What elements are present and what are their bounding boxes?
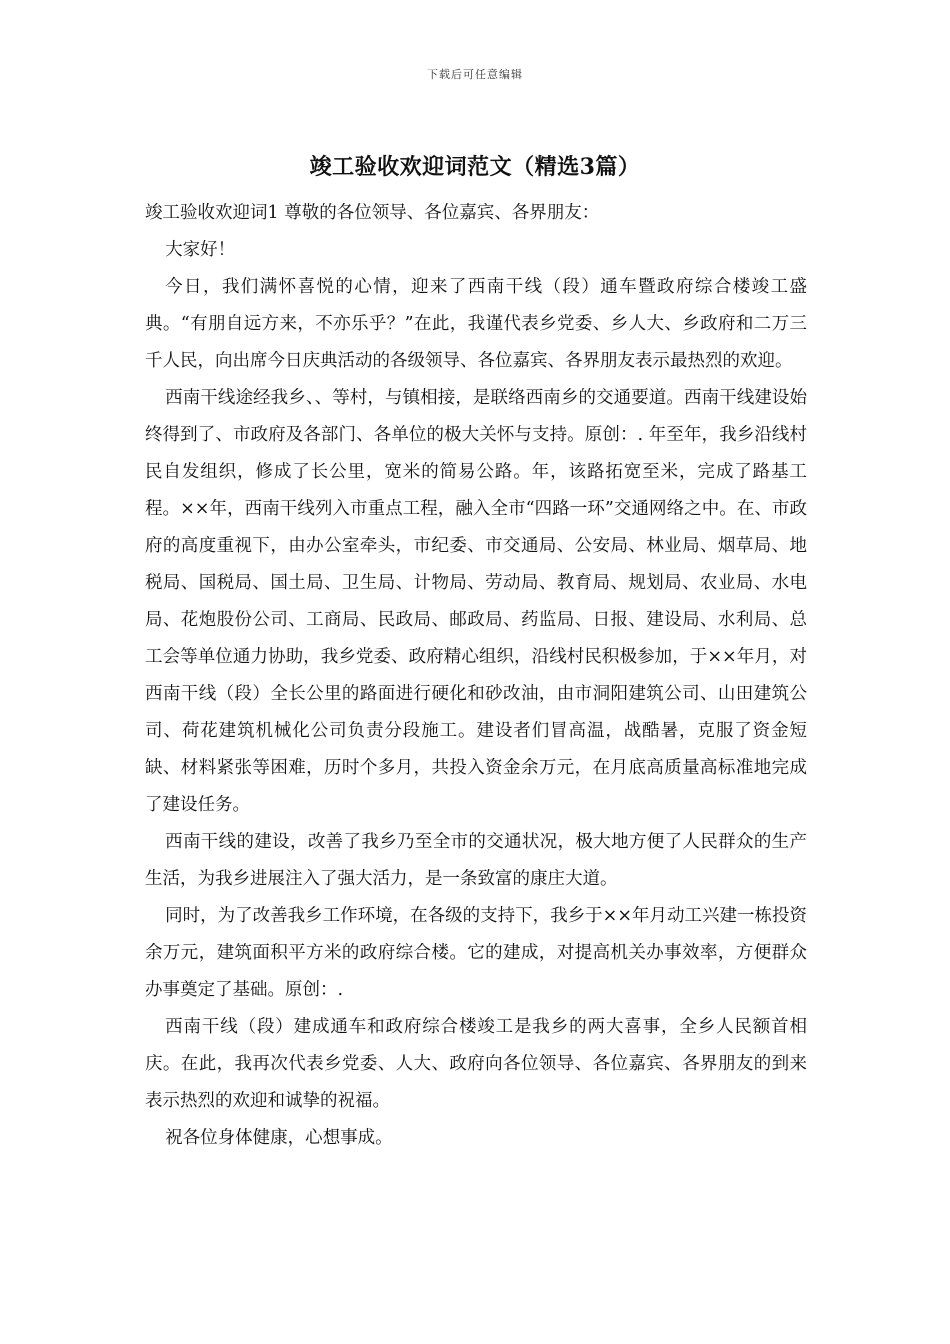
page-header: 下载后可任意编辑 [427, 68, 523, 81]
paragraph-welcome: 今日，我们满怀喜悦的心情，迎来了西南干线（段）通车暨政府综合楼竣工盛典。“有朋自远方来，不亦乐乎？”在此，我谨代表乡党委、乡人大、乡政府和二万三千人民，向出席今日庆典活动的各级领导、各位嘉宾、各界朋友表示最热烈的欢迎。 [145, 277, 807, 371]
document-body [145, 195, 807, 1157]
paragraph-hello: 大家好！ [165, 240, 236, 260]
document-title: 竣工验收欢迎词范文（精选3篇） [309, 154, 641, 180]
paragraph-office-building: 同时，为了改善我乡工作环境，在各级的支持下，我乡于××年月动工兴建一栋投资余万元，建筑面积平方米的政府综合楼。它的建成，对提高机关办事效率，方便群众办事奠定了基础。原创：. [145, 906, 807, 1000]
paragraph-celebration: 西南干线（段）建成通车和政府综合楼竣工是我乡的两大喜事，全乡人民额首相庆。在此，我再次代表乡党委、人大、政府向各位领导、各位嘉宾、各界朋友的到来表示热烈的欢迎和诚挚的祝福。 [145, 1017, 807, 1111]
paragraph-road-benefits: 西南干线的建设，改善了我乡乃至全市的交通状况，极大地方便了人民群众的生产生活，为我乡进展注入了强大活力，是一条致富的康庄大道。 [145, 832, 807, 889]
paragraph-road-construction: 西南干线途经我乡、、等村，与镇相接，是联络西南乡的交通要道。西南干线建设始终得到了、市政府及各部门、各单位的极大关怀与支持。原创：. 年至年，我乡沿线村民自发组织，修成了长公里，宽米的简易公路。年，该路拓宽至米，完成了路基工程。××年，西南干线列入市重点工程，融入全市“四路一环”交通网络之中。在、市政府的高度重视下，由办公室牵头，市纪委、市交通局、公安局、林业局、烟草局、地税局、国税局、国土局、卫生局、计物局、劳动局、教育局、规划局、农业局、水电局、花炮股份公司、工商局、民政局、邮政局、药监局、日报、建设局、水利局、总工会等单位通力协助，我乡党委、政府精心组织，沿线村民积极参加，于××年月，对西南干线（段）全长公里的路面进行硬化和砂改油，由市洞阳建筑公司、山田建筑公司、荷花建筑机械化公司负责分段施工。建设者们冒高温，战酷暑，克服了资金短缺、材料紧张等困难，历时个多月，共投入资金余万元，在月底高质量高标准地完成了建设任务。 [145, 388, 807, 815]
paragraph-greeting-line: 竣工验收欢迎词1 尊敬的各位领导、各位嘉宾、各界朋友： [145, 203, 600, 223]
paragraph-closing-wish: 祝各位身体健康，心想事成。 [165, 1128, 393, 1148]
